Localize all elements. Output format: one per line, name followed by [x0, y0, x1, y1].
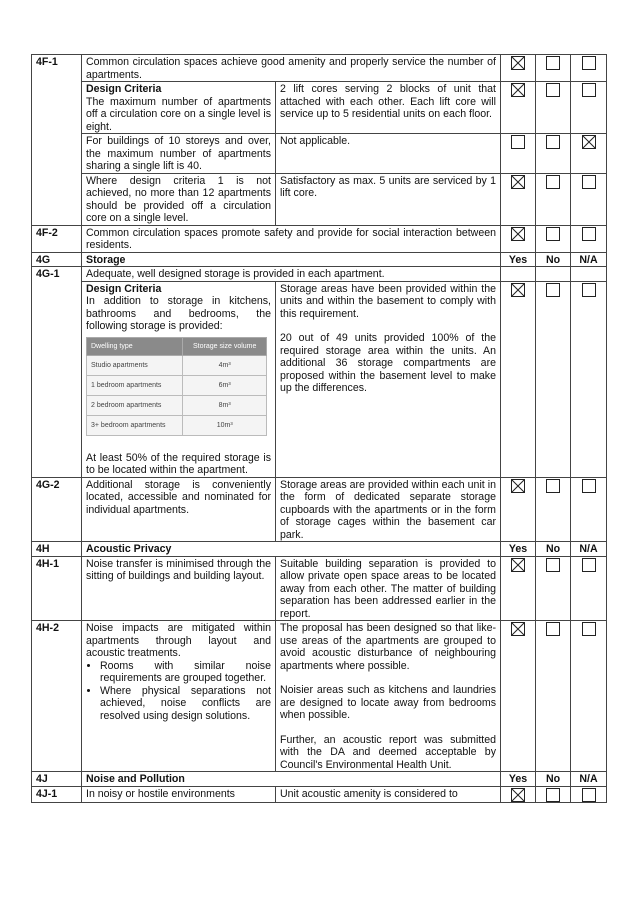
storage-volume: 8m³ — [183, 395, 267, 415]
na-checkbox[interactable] — [582, 479, 596, 493]
response-text: Suitable building separation is provided to allow private open space areas to be located away from each other. The matter of building separation has been addressed earlier in the report. — [276, 556, 501, 621]
table-row — [32, 621, 607, 772]
criteria-text: For buildings of 10 storeys and over, the maximum number of apartments sharing a single lift is 40. — [82, 134, 276, 174]
na-header: N/A — [571, 252, 607, 267]
no-header: No — [536, 252, 571, 267]
no-checkbox[interactable] — [546, 788, 560, 802]
na-checkbox[interactable] — [582, 135, 596, 149]
dwelling-type: 2 bedroom apartments — [87, 395, 183, 415]
na-checkbox[interactable] — [582, 788, 596, 802]
yes-checkbox[interactable] — [511, 788, 525, 802]
na-checkbox[interactable] — [582, 558, 596, 572]
no-checkbox[interactable] — [546, 175, 560, 189]
section-code: 4J — [32, 772, 82, 787]
section-title: Acoustic Privacy — [82, 542, 501, 557]
na-header: N/A — [571, 772, 607, 787]
objective-text: Adequate, well designed storage is provided in each apartment. — [82, 267, 501, 282]
response-text: Storage areas have been provided within the units and within the basement to comply with this requirement. — [280, 282, 496, 320]
no-checkbox[interactable] — [546, 558, 560, 572]
storage-row — [87, 355, 267, 375]
storage-row — [87, 395, 267, 415]
response-cell — [276, 281, 501, 477]
dwelling-type: 3+ bedroom apartments — [87, 415, 183, 435]
na-checkbox[interactable] — [582, 227, 596, 241]
na-checkbox[interactable] — [582, 56, 596, 70]
yes-checkbox[interactable] — [511, 175, 525, 189]
table-row — [32, 134, 607, 174]
na-checkbox[interactable] — [582, 175, 596, 189]
storage-col-header: Storage size volume — [183, 337, 267, 355]
storage-volume: 10m³ — [183, 415, 267, 435]
criteria-text: Where design criteria 1 is not achieved, no more than 12 apartments should be provided off a circulation core on a single level. — [82, 173, 276, 225]
criteria-cell — [82, 621, 276, 772]
dwelling-type: 1 bedroom apartments — [87, 375, 183, 395]
criteria-text: At least 50% of the required storage is to be located within the apartment. — [86, 451, 271, 476]
objective-code: 4H-1 — [32, 556, 82, 621]
design-criteria-heading: Design Criteria — [86, 83, 162, 95]
yes-checkbox[interactable] — [511, 83, 525, 97]
no-checkbox[interactable] — [546, 56, 560, 70]
section-title: Storage — [82, 252, 501, 267]
na-checkbox[interactable] — [582, 283, 596, 297]
no-checkbox[interactable] — [546, 227, 560, 241]
no-checkbox[interactable] — [546, 135, 560, 149]
criteria-text: In addition to storage in kitchens, bathrooms and bedrooms, the following storage is provided: — [86, 295, 271, 332]
table-row — [32, 225, 607, 252]
criteria-cell — [82, 82, 276, 134]
yes-checkbox[interactable] — [511, 622, 525, 636]
list-item: • Rooms with similar noise requirements are grouped together. — [100, 660, 271, 685]
no-checkbox[interactable] — [546, 83, 560, 97]
table-row — [32, 267, 607, 282]
criteria-text: Noise transfer is minimised through the sitting of buildings and building layout. — [82, 556, 276, 621]
table-row — [32, 55, 607, 82]
storage-volume: 6m³ — [183, 375, 267, 395]
x-mark-icon — [583, 136, 595, 148]
criteria-text: Noise impacts are mitigated within apartments through layout and acoustic treatments. — [86, 622, 271, 659]
criteria-text: The maximum number of apartments off a circulation core on a single level is eight. — [86, 95, 271, 133]
yes-checkbox[interactable] — [511, 283, 525, 297]
storage-row — [87, 415, 267, 435]
objective-text: Common circulation spaces achieve good amenity and properly service the number of apartments. — [82, 55, 501, 82]
yes-checkbox[interactable] — [511, 227, 525, 241]
criteria-cell — [82, 281, 276, 477]
objective-code: 4H-2 — [32, 621, 82, 772]
x-mark-icon — [512, 480, 524, 492]
storage-size-table — [86, 337, 267, 436]
design-criteria-heading: Design Criteria — [86, 282, 162, 295]
section-header-row — [32, 542, 607, 557]
response-cell — [276, 621, 501, 772]
section-code: 4G — [32, 252, 82, 267]
x-mark-icon — [512, 84, 524, 96]
response-text: The proposal has been designed so that like-use areas of the apartments are grouped to avoid acoustic disturbance of neighbouring apartments where possible. — [280, 622, 496, 672]
objective-code: 4F-2 — [32, 225, 82, 252]
section-header-row — [32, 252, 607, 267]
response-text: 2 lift cores serving 2 blocks of unit that attached with each other. Each lift core will service up to 5 residential units on each floor. — [276, 82, 501, 134]
table-row — [32, 477, 607, 542]
response-text: Unit acoustic amenity is considered to — [276, 786, 501, 802]
objective-text: Common circulation spaces promote safety and provide for social interaction between residents. — [82, 225, 501, 252]
criteria-bullet-list — [86, 660, 271, 723]
yes-checkbox[interactable] — [511, 135, 525, 149]
x-mark-icon — [512, 284, 524, 296]
na-header: N/A — [571, 542, 607, 557]
objective-code: 4G-2 — [32, 477, 82, 542]
x-mark-icon — [512, 559, 524, 571]
na-checkbox[interactable] — [582, 622, 596, 636]
yes-header: Yes — [501, 252, 536, 267]
no-header: No — [536, 542, 571, 557]
na-checkbox[interactable] — [582, 83, 596, 97]
no-checkbox[interactable] — [546, 283, 560, 297]
yes-checkbox[interactable] — [511, 479, 525, 493]
table-row — [32, 173, 607, 225]
table-row — [32, 786, 607, 802]
response-text: Noisier areas such as kitchens and laundries are designed to locate away from bedrooms when possible. — [280, 684, 496, 721]
response-text: Satisfactory as max. 5 units are serviced by 1 lift core. — [276, 173, 501, 225]
adg-compliance-table — [31, 54, 607, 803]
table-row — [32, 556, 607, 621]
section-header-row — [32, 772, 607, 787]
section-title: Noise and Pollution — [82, 772, 501, 787]
x-mark-icon — [512, 228, 524, 240]
no-header: No — [536, 772, 571, 787]
x-mark-icon — [512, 176, 524, 188]
list-item: • Where physical separations not achieved, noise conflicts are resolved using design solutions. — [100, 685, 271, 723]
storage-col-header: Dwelling type — [87, 337, 183, 355]
objective-code: 4F-1 — [32, 55, 82, 226]
response-text: 20 out of 49 units provided 100% of the required storage area within the units. An additional 36 storage compartments are proposed within the basement level to make up the differences. — [280, 332, 496, 394]
yes-header: Yes — [501, 542, 536, 557]
table-row — [32, 281, 607, 477]
x-mark-icon — [512, 57, 524, 69]
no-checkbox[interactable] — [546, 479, 560, 493]
no-checkbox[interactable] — [546, 622, 560, 636]
storage-row — [87, 375, 267, 395]
response-text: Storage areas are provided within each unit in the form of dedicated separate storage cupboards with the apartments or in the form of storage cages within the basement car park. — [276, 477, 501, 542]
criteria-text: In noisy or hostile environments — [82, 786, 276, 802]
x-mark-icon — [512, 789, 524, 801]
yes-checkbox[interactable] — [511, 56, 525, 70]
criteria-text: Additional storage is conveniently located, accessible and nominated for individual apartments. — [82, 477, 276, 542]
response-text: Further, an acoustic report was submitted with the DA and deemed acceptable by Council's Environmental Health Unit. — [280, 733, 496, 771]
table-row — [32, 82, 607, 134]
section-code: 4H — [32, 542, 82, 557]
storage-volume: 4m³ — [183, 355, 267, 375]
yes-header: Yes — [501, 772, 536, 787]
objective-code: 4J-1 — [32, 786, 82, 802]
response-text: Not applicable. — [276, 134, 501, 174]
x-mark-icon — [512, 623, 524, 635]
yes-checkbox[interactable] — [511, 558, 525, 572]
dwelling-type: Studio apartments — [87, 355, 183, 375]
objective-code: 4G-1 — [32, 267, 82, 478]
